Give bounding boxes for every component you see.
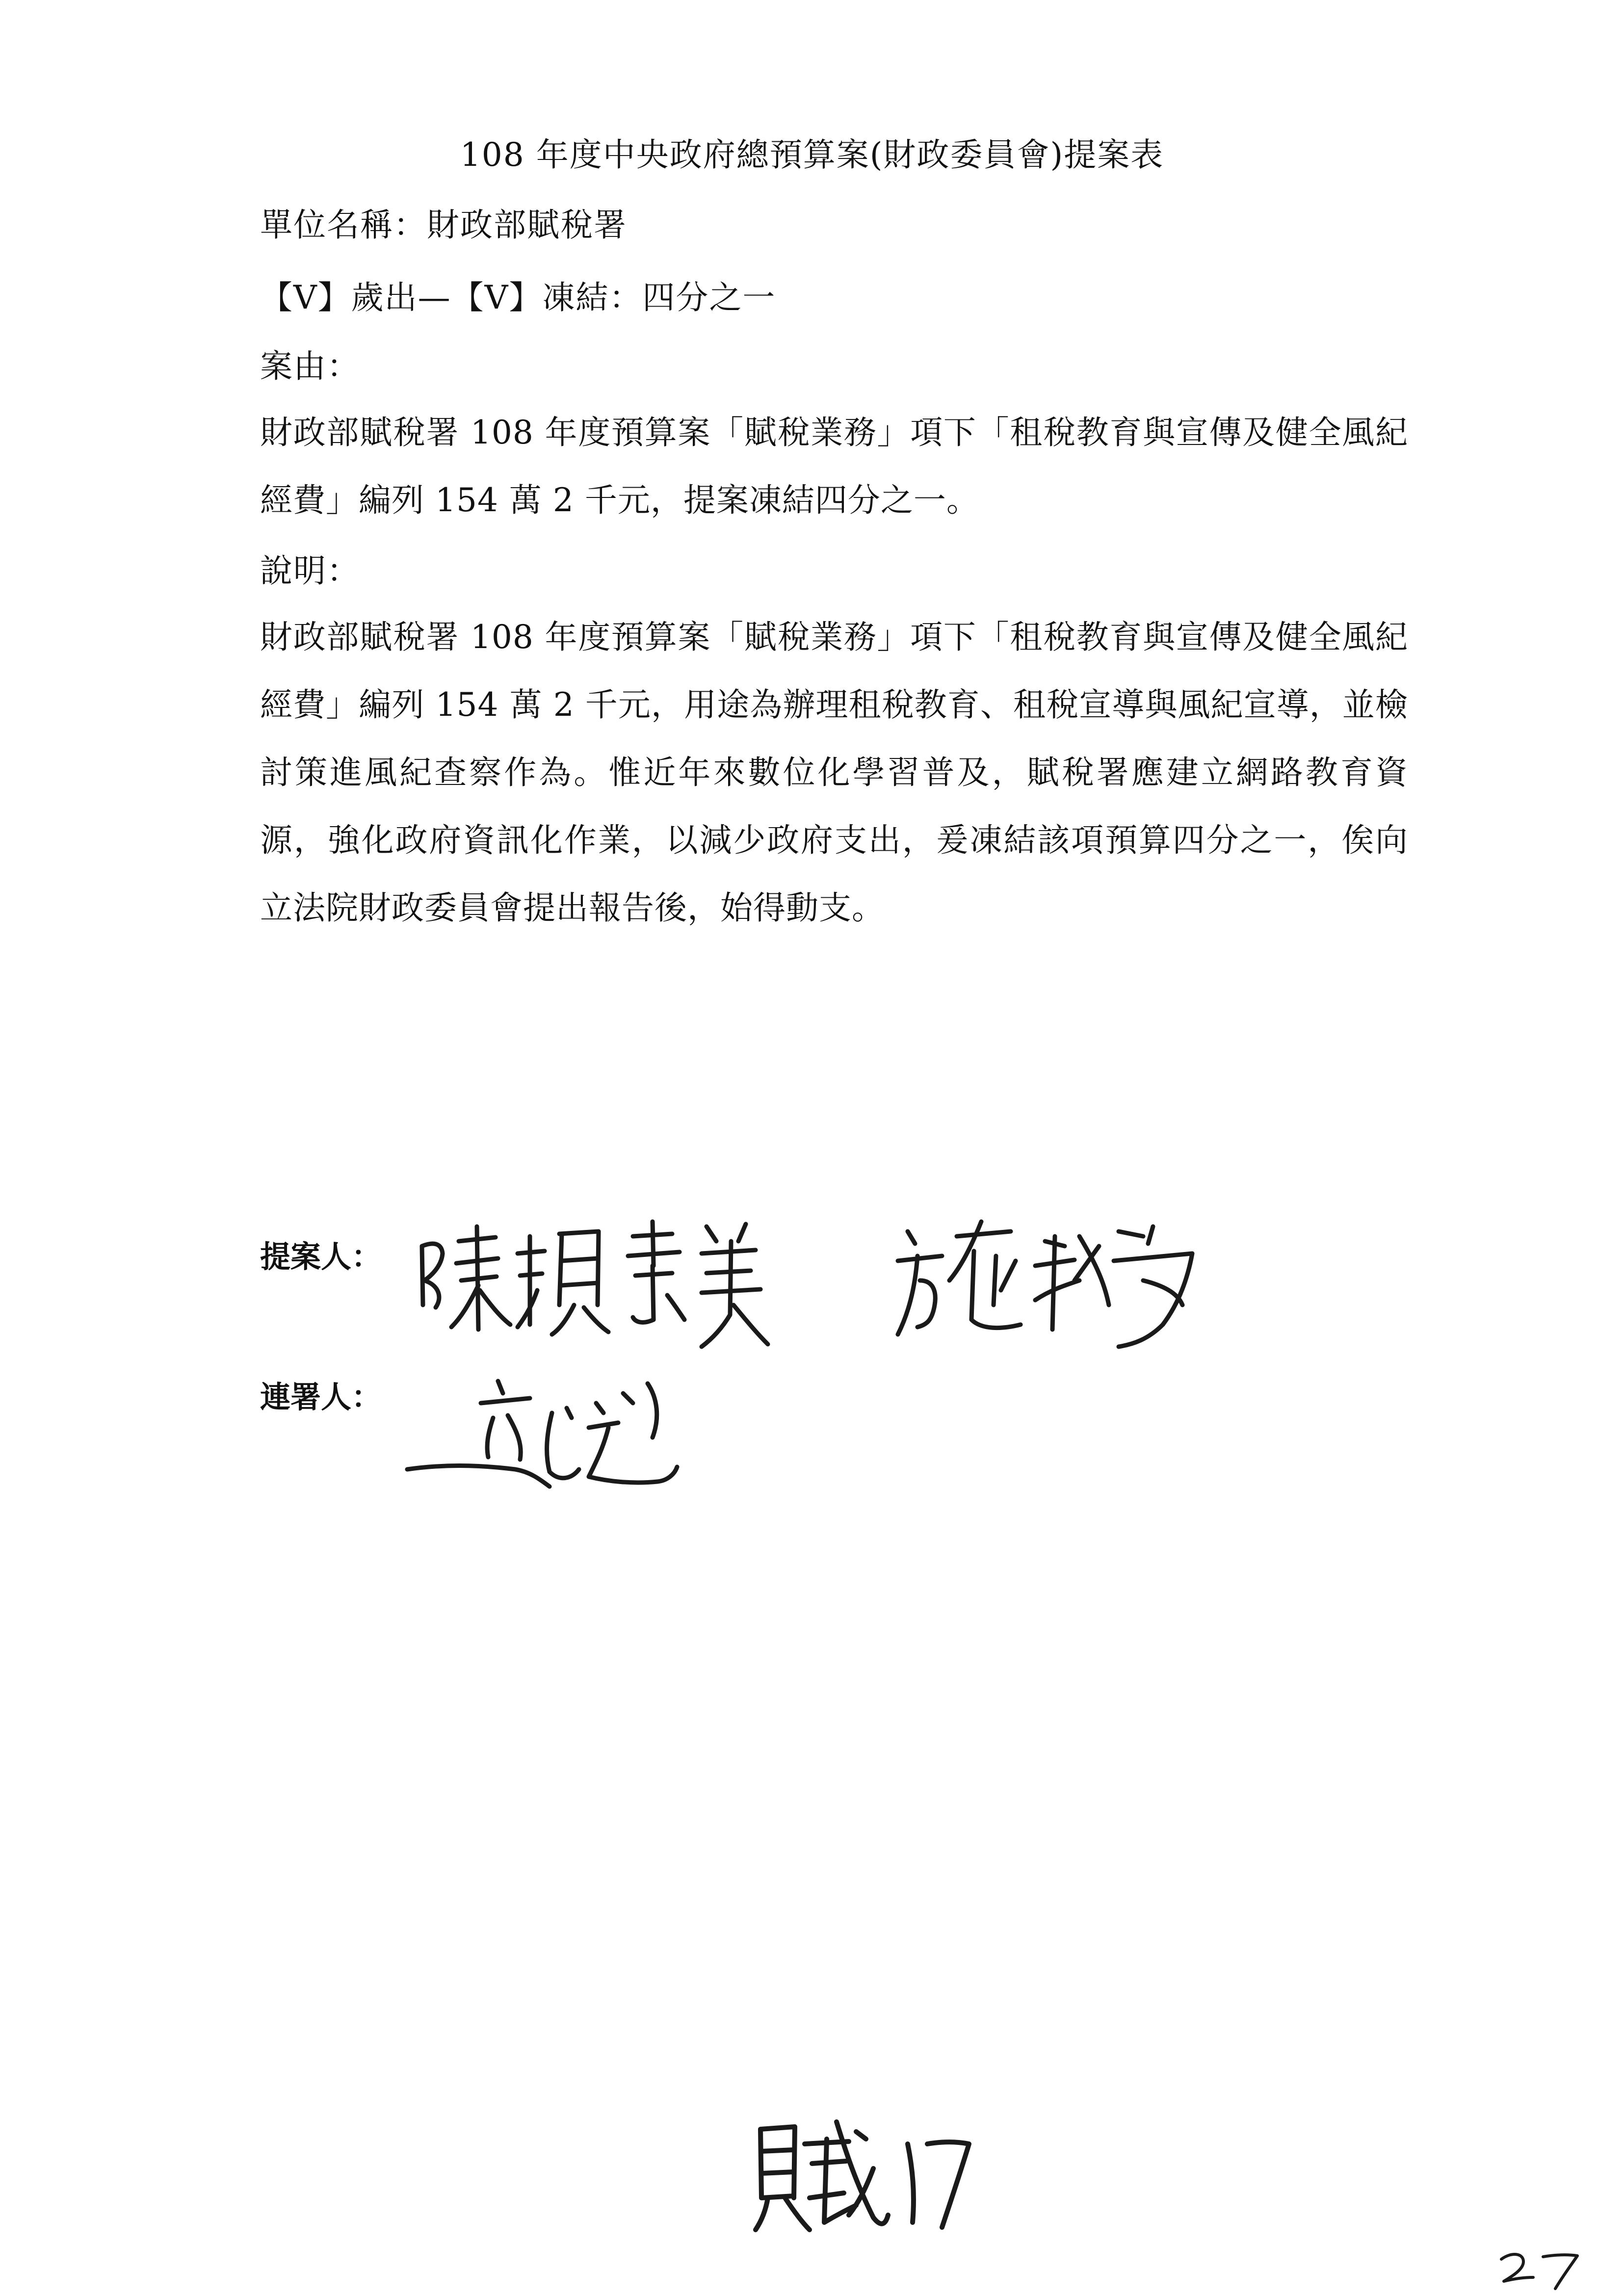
handwritten-corner-mark	[1496, 2247, 1595, 2291]
reason-heading: 案由：	[260, 347, 360, 385]
document-title: 108 年度中央政府總預算案(財政委員會)提案表	[460, 136, 1164, 174]
reason-text: 財政部賦稅署 108 年度預算案「賦稅業務」項下「租稅教育與宣傳及健全風紀經費」編列 154 萬 2 千元，提案凍結四分之一。	[260, 414, 1408, 519]
explanation-heading: 說明：	[260, 552, 360, 590]
cosigner-label: 連署人：	[260, 1379, 382, 1415]
cosigner-signature	[402, 1364, 756, 1521]
proposer-label: 提案人：	[260, 1239, 382, 1275]
category-line: 【V】歲出—【V】凍結：四分之一	[260, 279, 776, 316]
explanation-text: 財政部賦稅署 108 年度預算案「賦稅業務」項下「租稅教育與宣傳及健全風紀經費」編列 154 萬 2 千元，用途為辦理租稅教育、租稅宣導與風紀宣導，並檢討策進風紀查察作為。惟近年來數位化學習普及，賦稅署應建立網路教育資源，強化政府資訊化作業，以減少政府支出，爰凍結該項預算四分之一，俟向立法院財政委員會提出報告後，始得動支。	[260, 618, 1408, 927]
proposer-signature-1	[412, 1207, 814, 1354]
proposer-signature-2	[888, 1207, 1231, 1354]
unit-line: 單位名稱：財政部賦稅署	[260, 206, 627, 244]
handwritten-number-mark	[751, 2110, 976, 2237]
